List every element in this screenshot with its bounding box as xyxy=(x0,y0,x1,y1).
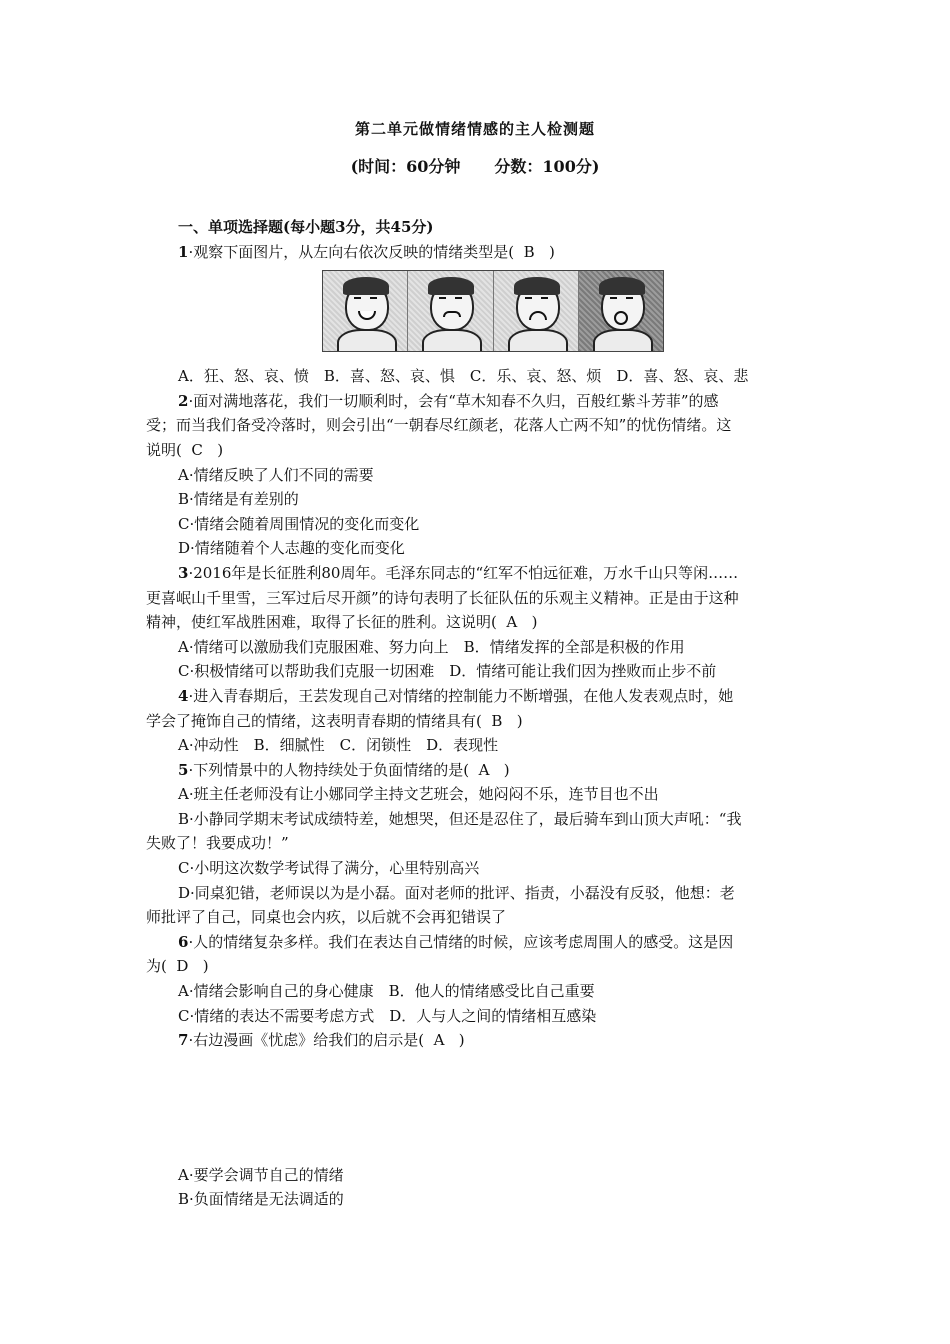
paren-close: ) xyxy=(458,1031,465,1050)
answer: D xyxy=(176,957,189,976)
question-list xyxy=(146,215,808,1212)
option-a: A·班主任老师没有让小娜同学主持文艺班会，她闷闷不乐，连节目也不出 xyxy=(178,785,659,804)
question-stem-cont: 受；而当我们备受冷落时，则会引出“一朝春尽红颜老，花落人亡两不知”的忧伤情绪。这 xyxy=(146,416,732,435)
angry-face-icon xyxy=(408,271,493,351)
question-3 xyxy=(146,561,808,586)
question-6 xyxy=(146,930,808,955)
option-b: B·小静同学期末考试成绩特差，她想哭，但还是忍住了，最后骑车到山顶大声吼：“我 xyxy=(178,809,742,828)
option-a: A·要学会调节自己的情绪 xyxy=(178,1165,344,1184)
paren-close: ) xyxy=(503,760,510,779)
question-stem: ·进入青春期后，王芸发现自己对情绪的控制能力不断增强，在他人发表观点时，她 xyxy=(188,686,734,705)
question-stem-cont xyxy=(146,709,808,734)
score-label: 分数：100分) xyxy=(494,157,600,176)
paren-close: ) xyxy=(531,613,538,632)
question-stem: ·下列情景中的人物持续处于负面情绪的是( xyxy=(188,760,470,779)
question-stem: ·2016年是长征胜利80周年。毛泽东同志的“红军不怕远征难，万水千山只等闲…… xyxy=(188,563,739,582)
option-line: A．狂、怒、哀、愤 B．喜、怒、哀、惧 C．乐、哀、怒、烦 D．喜、怒、哀、悲 xyxy=(178,367,749,386)
option-a: A·情绪反映了人们不同的需要 xyxy=(178,465,374,484)
answer: C xyxy=(191,440,203,459)
question-number: 6 xyxy=(178,932,189,951)
question-2 xyxy=(146,389,808,414)
question-stem: 说明( xyxy=(146,440,182,459)
section-heading: 一、单项选择题(每小题3分，共45分) xyxy=(178,218,434,236)
question-number: 7 xyxy=(178,1031,189,1050)
question-1 xyxy=(146,240,808,265)
emotion-cartoon-strip xyxy=(322,270,664,352)
question-number: 4 xyxy=(178,686,189,705)
exam-meta xyxy=(0,154,950,177)
paren-close: ) xyxy=(548,242,555,261)
question-5 xyxy=(146,758,808,783)
laughing-face-icon xyxy=(323,271,408,351)
option-b: B·负面情绪是无法调适的 xyxy=(178,1190,344,1209)
answer: A xyxy=(478,760,490,779)
option-d: D·情绪随着个人志趣的变化而变化 xyxy=(178,539,405,558)
question-number: 3 xyxy=(178,563,189,582)
option-line: C·情绪的表达不需要考虑方式 D．人与人之间的情绪相互感染 xyxy=(178,1006,597,1025)
option-b-cont: 失败了！我要成功！” xyxy=(146,834,289,853)
answer: B xyxy=(491,711,503,730)
question-7 xyxy=(146,1028,808,1053)
question-stem: 为( xyxy=(146,957,167,976)
option-d: D·同桌犯错，老师误以为是小磊。面对老师的批评、指责，小磊没有反驳，他想：老 xyxy=(178,883,735,902)
time-label: (时间：60分钟 xyxy=(350,157,461,176)
question-4 xyxy=(146,684,808,709)
question-number: 1 xyxy=(178,242,189,261)
paren-close: ) xyxy=(202,957,209,976)
crying-face-icon xyxy=(494,271,579,351)
question-stem-cont: 更喜岷山千里雪，三军过后尽开颜”的诗句表明了长征队伍的乐观主义精神。正是由于这种 xyxy=(146,588,739,607)
option-d-cont: 师批评了自己，同桌也会内疚，以后就不会再犯错误了 xyxy=(146,908,507,927)
option-line: A·情绪可以激励我们克服困难、努力向上 B．情绪发挥的全部是积极的作用 xyxy=(178,637,685,656)
paren-close: ) xyxy=(516,711,523,730)
question-stem: ·面对满地落花，我们一切顺利时，会有“草木知春不久归，百般红紫斗芳菲”的感 xyxy=(188,391,719,410)
paren-close: ) xyxy=(217,440,224,459)
option-b: B·情绪是有差别的 xyxy=(178,490,299,509)
option-c: C·小明这次数学考试得了满分，心里特别高兴 xyxy=(178,859,480,878)
option-c: C·情绪会随着周围情况的变化而变化 xyxy=(178,514,420,533)
question-stem: ·观察下面图片，从左向右依次反映的情绪类型是( xyxy=(188,242,515,261)
page-title: 第二单元做情绪情感的主人检测题 xyxy=(354,120,595,138)
question-stem: ·人的情绪复杂多样。我们在表达自己情绪的时候，应该考虑周围人的感受。这是因 xyxy=(188,932,734,951)
question-number: 5 xyxy=(178,760,189,779)
question-stem-cont xyxy=(146,610,808,635)
option-line: A·情绪会影响自己的身心健康 B．他人的情绪感受比自己重要 xyxy=(178,982,595,1001)
question-number: 2 xyxy=(178,391,189,410)
question-stem: 精神，使红军战胜困难，取得了长征的胜利。这说明( xyxy=(146,613,497,632)
question-stem-cont xyxy=(146,954,808,979)
question-stem: 学会了掩饰自己的情绪，这表明青春期的情绪具有( xyxy=(146,711,482,730)
option-line: A·冲动性 B．细腻性 C．闭锁性 D．表现性 xyxy=(178,736,499,755)
option-line: C·积极情绪可以帮助我们克服一切困难 D．情绪可能让我们因为挫败而止步不前 xyxy=(178,662,717,681)
frightened-face-icon xyxy=(579,271,663,351)
answer: B xyxy=(523,242,535,261)
answer: A xyxy=(433,1031,445,1050)
answer: A xyxy=(506,613,518,632)
blank-space xyxy=(146,1053,808,1163)
question-stem-cont xyxy=(146,438,808,463)
question-stem: ·右边漫画《忧虑》给我们的启示是( xyxy=(188,1031,425,1050)
